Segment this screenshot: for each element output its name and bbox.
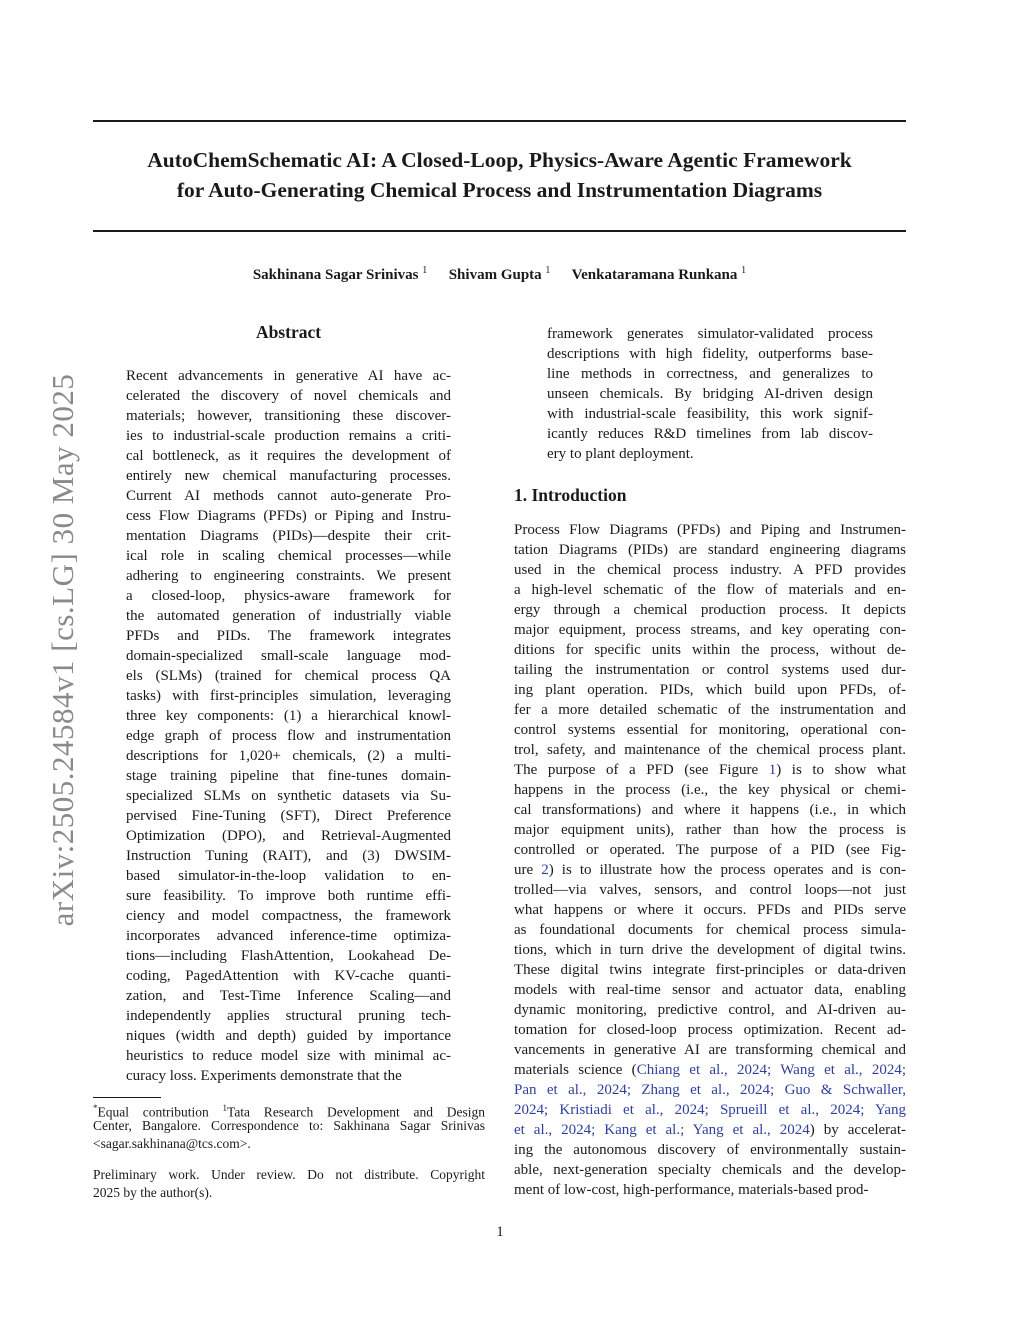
abstract-line: three key components: (1) a hierarchical knowl-	[126, 708, 451, 724]
introduction-line	[514, 920, 906, 940]
abstract-line: cess Flow Diagrams (PFDs) or Piping and Instru-	[126, 508, 451, 524]
abstract-line: icantly reduces R&D timelines from lab discov-	[547, 426, 873, 442]
introduction-line	[514, 620, 906, 640]
abstract-line: curacy loss. Experiments demonstrate that the	[126, 1068, 402, 1084]
abstract-line: ciency and model compactness, the framework	[126, 908, 451, 924]
footnote-line: Center, Bangalore. Correspondence to: Sakhinana Sagar Srinivas	[93, 1118, 485, 1133]
introduction-text: ) by accelerat-	[809, 1122, 906, 1138]
citation-link[interactable]: 2	[541, 862, 549, 878]
introduction-text: models with real-time sensor and actuator data, enabling	[514, 982, 906, 998]
introduction-line	[514, 1140, 906, 1160]
introduction-text: ) is to show what	[776, 762, 907, 778]
abstract-line: els (SLMs) (trained for chemical process QA	[126, 668, 451, 684]
title-top-rule	[93, 120, 906, 122]
introduction-text: ) is to illustrate how the process operates and is con-	[548, 862, 907, 878]
abstract-line: ical role in scaling chemical processes—while	[126, 548, 451, 564]
citation-link[interactable]: 1	[768, 762, 777, 778]
introduction-text: used in the chemical process industry. A PFD provides	[514, 562, 906, 578]
introduction-line	[514, 520, 906, 540]
introduction-text: tailing the instrumentation or control systems used dur-	[514, 662, 906, 678]
preliminary-line: Preliminary work. Under review. Do not distribute. Copyright	[93, 1167, 485, 1182]
introduction-text: major equipment units), rather than how the process is	[514, 822, 906, 838]
abstract-line: Optimization (DPO), and Retrieval-Augmented	[126, 828, 451, 844]
abstract-line: heuristics to reduce model size with minimal ac-	[126, 1048, 451, 1064]
introduction-text: vancements in generative AI are transforming chemical and	[514, 1042, 906, 1058]
introduction-text: ment of low-cost, high-performance, materials-based prod-	[514, 1182, 869, 1198]
abstract-line: with industrial-scale feasibility, this work signif-	[547, 406, 873, 422]
paper-title-line-2: for Auto-Generating Chemical Process and Instrumentation Diagrams	[176, 178, 823, 202]
abstract-line: tasks) with first-principles simulation, leveraging	[126, 688, 451, 704]
introduction-text: materials science (	[514, 1062, 637, 1078]
footnote-text: Tata Research Development and Design	[227, 1104, 486, 1120]
introduction-text: Process Flow Diagrams (PFDs) and Piping and Instrumen-	[514, 522, 906, 538]
introduction-text: cal transformations) and where it happens (i.e., in which	[514, 802, 906, 818]
introduction-line	[514, 940, 906, 960]
introduction-line	[514, 680, 906, 700]
introduction-line	[514, 1060, 906, 1080]
author-list	[93, 265, 906, 284]
abstract-body	[126, 366, 451, 1086]
introduction-line	[514, 880, 906, 900]
author-affiliation: 1	[422, 265, 428, 276]
introduction-line	[514, 580, 906, 600]
abstract-line: specialized SLMs on synthetic datasets via Su-	[126, 788, 451, 804]
abstract-line: the automated generation of industrially viable	[126, 608, 451, 624]
introduction-text: ing plant operation. PIDs, which build upon PFDs, of-	[514, 682, 906, 698]
abstract-line: based simulator-in-the-loop validation to en-	[126, 868, 451, 884]
footnote-marker: *	[93, 1103, 98, 1113]
preliminary-notice	[93, 1166, 485, 1202]
abstract-line: unseen chemicals. By bridging AI-driven design	[547, 386, 873, 402]
author-affiliation: 1	[545, 265, 551, 276]
introduction-line	[514, 640, 906, 660]
abstract-line: coding, PagedAttention with KV-cache quanti-	[126, 968, 451, 984]
citation-link[interactable]: Pan et al., 2024; Zhang et al., 2024; Guo & Schwaller,	[514, 1082, 906, 1098]
abstract-line: sure feasibility. To improve both runtime effi-	[126, 888, 451, 904]
abstract-line: edge graph of process flow and instrumentation	[126, 728, 451, 744]
author-name: Sakhinana Sagar Srinivas	[252, 267, 419, 283]
abstract-heading: Abstract	[255, 322, 322, 342]
abstract-line: Recent advancements in generative AI have ac-	[126, 368, 451, 384]
introduction-line	[514, 820, 906, 840]
introduction-line	[514, 740, 906, 760]
introduction-line	[514, 760, 906, 780]
abstract-line: line methods in correctness, and generalizes to	[547, 366, 873, 382]
abstract-line: adhering to engineering constraints. We present	[126, 568, 451, 584]
author-name: Venkataramana Runkana	[571, 267, 738, 283]
abstract-line: ery to plant deployment.	[547, 446, 694, 462]
abstract-line: stage training pipeline that fine-tunes domain-	[126, 768, 451, 784]
introduction-line	[514, 1100, 906, 1120]
introduction-text: what happens or where it occurs. PFDs and PIDs serve	[514, 902, 906, 918]
introduction-line	[514, 560, 906, 580]
citation-link[interactable]: 2024; Kristiadi et al., 2024; Sprueill et al., 2024; Yang	[514, 1102, 906, 1118]
introduction-line	[514, 800, 906, 820]
introduction-line	[514, 840, 906, 860]
introduction-text: major equipment, process streams, and key operating con-	[514, 622, 906, 638]
footnote-line: <sagar.sakhinana@tcs.com>.	[93, 1136, 251, 1151]
abstract-line: Current AI methods cannot auto-generate Pro-	[126, 488, 451, 504]
introduction-line	[514, 960, 906, 980]
introduction-line	[514, 980, 906, 1000]
abstract-line: descriptions with high fidelity, outperforms base-	[547, 346, 873, 362]
title-bottom-rule	[93, 230, 906, 232]
introduction-text: trolled—via valves, sensors, and control loops—not just	[514, 882, 906, 898]
abstract-line: ies to industrial-scale production remains a criti-	[126, 428, 451, 444]
introduction-line	[514, 1120, 906, 1140]
introduction-text: ditions for specific units within the process, without de-	[514, 642, 906, 658]
abstract-line: pervised Fine-Tuning (SFT), Direct Preference	[126, 808, 451, 824]
introduction-text: ure	[514, 862, 542, 878]
introduction-text: a high-level schematic of the flow of materials and en-	[514, 582, 906, 598]
footnote-affiliation-marker: 1	[222, 1103, 228, 1113]
preliminary-line: 2025 by the author(s).	[93, 1185, 213, 1200]
introduction-line	[514, 1000, 906, 1020]
introduction-text: The purpose of a PFD (see Figure	[514, 762, 769, 778]
introduction-line	[514, 1080, 906, 1100]
footnote-text: Equal contribution	[97, 1104, 209, 1120]
introduction-text: happens in the process (i.e., the key physical or chemi-	[514, 782, 906, 798]
introduction-line	[514, 660, 906, 680]
introduction-body	[514, 520, 906, 1200]
introduction-text: These digital twins integrate first-principles or data-driven	[514, 962, 906, 978]
abstract-line: entirely new chemical manufacturing processes.	[126, 468, 451, 484]
introduction-line	[514, 900, 906, 920]
author-name: Shivam Gupta	[448, 267, 542, 283]
abstract-line: materials; however, transitioning these discover-	[126, 408, 451, 424]
abstract-line: zation, and Test-Time Inference Scaling—and	[126, 988, 451, 1004]
page-number: 1	[496, 1224, 504, 1240]
footnote-line	[93, 1099, 486, 1120]
abstract-line: tions—including FlashAttention, Lookahead De-	[126, 948, 451, 964]
citation-link[interactable]: Chiang et al., 2024; Wang et al., 2024;	[636, 1062, 907, 1078]
introduction-text: ergy through a chemical production process. It depicts	[514, 602, 906, 618]
abstract-line: independently applies structural pruning tech-	[126, 1008, 451, 1024]
abstract-line: mentation Diagrams (PIDs)—despite their crit-	[126, 528, 451, 544]
footnote	[93, 1099, 485, 1153]
introduction-text: able, next-generation specialty chemicals and the develop-	[514, 1162, 906, 1178]
introduction-text: ing the autonomous discovery of environmentally sustain-	[514, 1142, 906, 1158]
abstract-line: domain-specialized small-scale language mod-	[126, 648, 451, 664]
introduction-text: dynamic monitoring, predictive control, and AI-driven au-	[514, 1002, 906, 1018]
abstract-line: niques (width and depth) guided by importance	[126, 1028, 451, 1044]
abstract-line: celerated the discovery of novel chemicals and	[126, 388, 451, 404]
introduction-line	[514, 1180, 906, 1200]
introduction-line	[514, 540, 906, 560]
citation-link[interactable]: et al., 2024; Kang et al.; Yang et al., 2024	[514, 1122, 810, 1138]
introduction-text: control systems essential for monitoring, operational con-	[514, 722, 906, 738]
introduction-text: fer a more detailed schematic of the instrumentation and	[514, 702, 906, 718]
abstract-continuation	[547, 324, 873, 464]
abstract-line: Instruction Tuning (RAIT), and (3) DWSIM-	[126, 848, 451, 864]
arxiv-identifier-stamp: arXiv:2505.24584v1 [cs.LG] 30 May 2025	[45, 373, 80, 927]
introduction-text: trol, safety, and maintenance of the chemical process plant.	[514, 742, 906, 758]
abstract-line: incorporates advanced inference-time optimiza-	[126, 928, 451, 944]
introduction-line	[514, 780, 906, 800]
introduction-text: as foundational documents for chemical process simula-	[514, 922, 906, 938]
abstract-line: PFDs and PIDs. The framework integrates	[126, 628, 451, 644]
introduction-line	[514, 600, 906, 620]
introduction-line	[514, 1040, 906, 1060]
introduction-text: tomation for closed-loop process optimization. Recent ad-	[514, 1022, 906, 1038]
introduction-text: controlled or operated. The purpose of a PID (see Fig-	[514, 842, 906, 858]
abstract-line: framework generates simulator-validated process	[547, 326, 873, 342]
introduction-line	[514, 860, 906, 880]
introduction-line	[514, 1020, 906, 1040]
footnote-rule	[93, 1097, 161, 1098]
introduction-heading: 1. Introduction	[514, 485, 627, 505]
introduction-text: tation Diagrams (PIDs) are standard engineering diagrams	[514, 542, 906, 558]
introduction-line	[514, 720, 906, 740]
abstract-line: a closed-loop, physics-aware framework for	[126, 588, 451, 604]
abstract-line: descriptions for 1,020+ chemicals, (2) a multi-	[126, 748, 451, 764]
introduction-line	[514, 700, 906, 720]
paper-title-line-1: AutoChemSchematic AI: A Closed-Loop, Physics-Aware Agentic Framework	[147, 148, 852, 172]
introduction-line	[514, 1160, 906, 1180]
introduction-text: tions, which in turn drive the development of digital twins.	[514, 942, 906, 958]
abstract-line: cal bottleneck, as it requires the development of	[126, 448, 451, 464]
author-affiliation: 1	[741, 265, 747, 276]
